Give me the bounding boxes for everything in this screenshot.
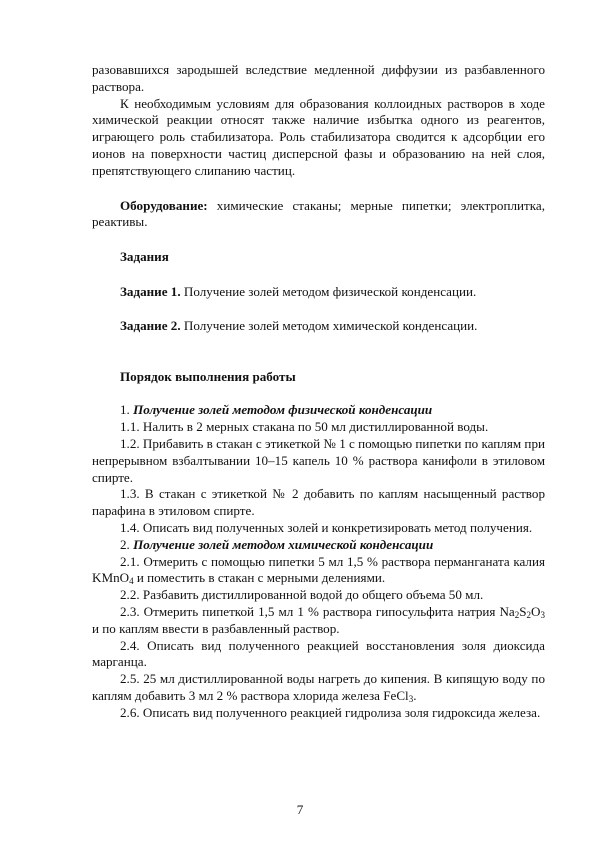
step-2-6: 2.6. Описать вид полученного реакцией гидролиза золя гидроксида железа. (120, 704, 541, 720)
step-2-3 (92, 604, 545, 638)
step-1-4: 1.4. Описать вид полученных золей и конкретизировать метод получения. (120, 519, 533, 535)
task-1-label: Задание 1. (120, 283, 181, 299)
task-2-text: Получение золей методом химической конденсации. (180, 317, 478, 333)
step-2-5-text-a: 2.5. 25 мл дистиллированной воды нагреть до кипения. В кипящую воду по каплям добавить 3 мл 2 % раствора хлорида железа FeCl (92, 671, 545, 703)
step-1-title: Получение золей методом физической конденсации (133, 402, 433, 418)
step-2-1-text-a: 2.1. Отмерить с помощью пипетки 5 мл 1,5 % раствора перманганата калия KMnO (92, 553, 545, 586)
equipment-paragraph (92, 198, 545, 232)
step-2-3-text-c: O (531, 603, 541, 619)
step-2-4: 2.4. Описать вид полученного реакцией восстановления золя диоксида марганца. (92, 637, 545, 670)
step-2-1 (92, 554, 545, 588)
equipment-label: Оборудование: (120, 197, 208, 213)
step-2-5-text-b: . (413, 687, 417, 703)
step-2-1-subscript: 4 (129, 576, 134, 587)
task-2 (92, 318, 545, 335)
step-1-1: 1.1. Налить в 2 мерных стакана по 50 мл дистиллированной воды. (120, 419, 489, 435)
step-2-2: 2.2. Разбавить дистиллированной водой до общего объема 50 мл. (120, 587, 484, 603)
step-2-3-subscript-2: 2 (526, 609, 532, 620)
task-1-text: Получение золей методом физической конденсации. (180, 283, 477, 299)
step-2-3-subscript-3: 3 (540, 609, 545, 620)
step-2-5-subscript: 3 (408, 693, 414, 704)
page-body (92, 62, 545, 722)
step-2-number: 2. (120, 536, 134, 552)
step-2-5 (92, 671, 545, 705)
page-number: 7 (296, 802, 304, 817)
step-2-heading (92, 537, 545, 554)
task-1 (92, 284, 545, 301)
step-1-3: 1.3. В стакан с этикеткой № 2 добавить по каплям насыщенный раствор парафина в этиловом спирте. (92, 486, 545, 519)
step-1-2: 1.2. Прибавить в стакан с этикеткой № 1 с помощью пипетки по каплям при непрерывном взбалтывании 10‒15 капель 10 % раствора канифоли в этиловом спирте. (92, 435, 545, 485)
step-2-title: Получение золей методом химической конденсации (133, 536, 434, 552)
tasks-heading: Задания (120, 249, 169, 265)
procedure-heading: Порядок выполнения работы (120, 368, 296, 384)
intro-paragraph-2: К необходимым условиям для образования коллоидных растворов в ходе химической реакции относят также наличие избытка одного из реагентов, играющего роль стабилизатора. Роль стабилизатора сводится к адсорбции его ионов на поверхности частиц дисперсной фазы и образованию на ней слоя, препятствующего слипанию частиц. (92, 95, 545, 178)
equipment-text: химические стаканы; мерные пипетки; электроплитка, реактивы. (92, 197, 545, 230)
step-2-3-text-b: S (519, 603, 527, 619)
task-2-label: Задание 2. (120, 317, 181, 333)
intro-paragraph-1: разовавшихся зародышей вследствие медленной диффузии из разбавленного раствора. (92, 62, 545, 94)
step-2-1-text-b: и поместить в стакан с мерными делениями. (133, 570, 386, 586)
step-2-3-text-d: и по каплям ввести в разбавленный раствор. (92, 620, 340, 636)
step-2-3-text-a: 2.3. Отмерить пипеткой 1,5 мл 1 % раствора гипосульфита натрия Na (120, 603, 515, 619)
step-1-number: 1. (120, 402, 134, 418)
step-2-3-subscript-1: 2 (514, 609, 520, 620)
step-1-heading (92, 402, 545, 419)
